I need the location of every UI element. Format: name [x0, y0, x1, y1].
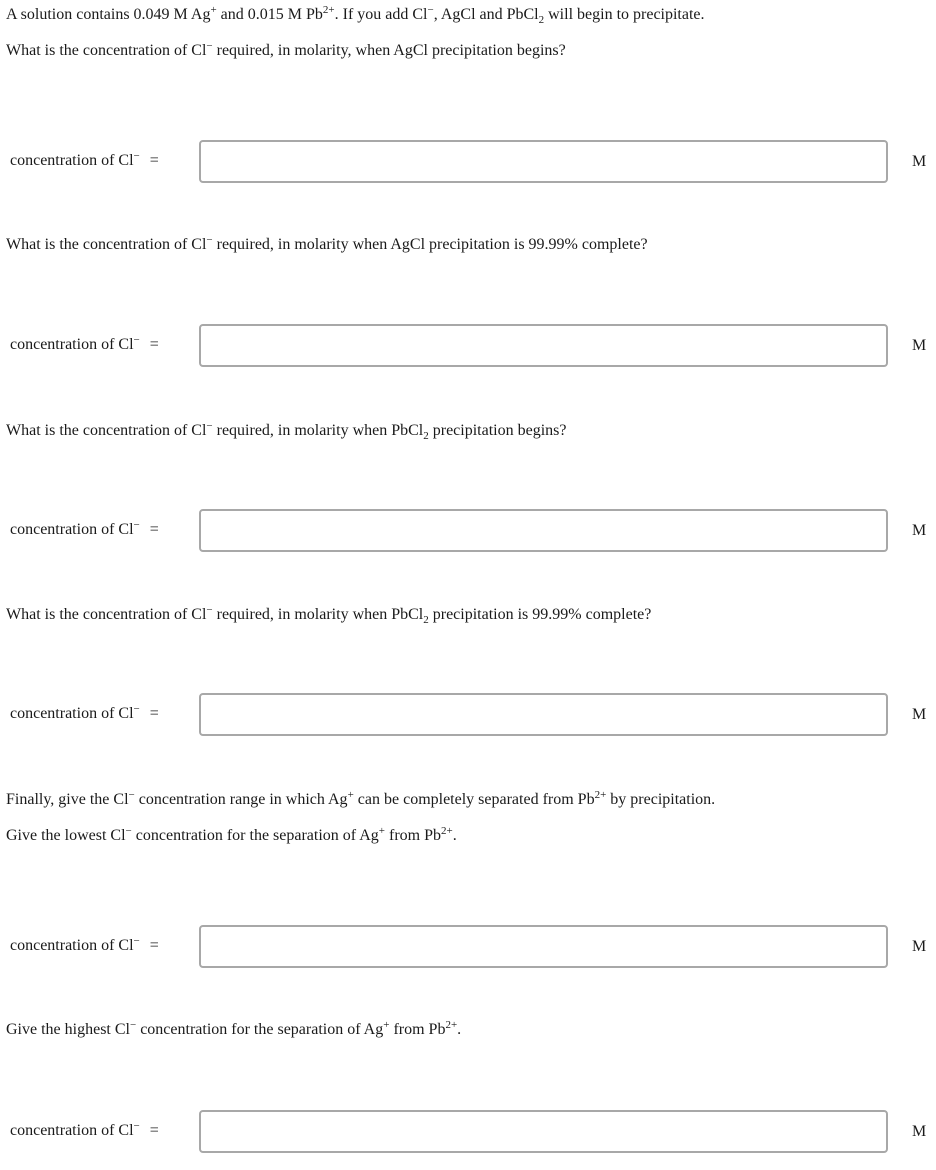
- unit-label: M: [912, 1123, 927, 1140]
- answer-input-2[interactable]: [199, 324, 888, 367]
- answer-label: concentration of Cl− =: [10, 150, 159, 169]
- question-4: What is the concentration of Cl− required, in molarity when PbCl$_2$ precipitation is 99.99% complete?: [6, 604, 652, 626]
- problem-statement: A solution contains 0.049 M Ag+ and 0.015 M $Pb^{2+}$. If you add Cl−, AgCl and PbCl$_2$ will begin to precipitate.: [6, 4, 705, 26]
- answer-row-5: [0, 925, 936, 968]
- answer-row-3: [0, 509, 936, 552]
- question-5-lowest: Give the lowest Cl− concentration for the separation of Ag+ from $Pb^{2+}$.: [6, 825, 457, 844]
- answer-label: concentration of Cl− =: [10, 519, 159, 538]
- question-5-intro: Finally, give the Cl− concentration range in which Ag+ can be completely separated from $Pb^{2+}$ by precipitation.: [6, 789, 716, 808]
- answer-input-1[interactable]: [199, 140, 888, 183]
- unit-label: M: [912, 522, 927, 539]
- answer-row-1: [0, 140, 936, 183]
- answer-input-6[interactable]: [199, 1110, 888, 1153]
- answer-label: concentration of Cl− =: [10, 703, 159, 722]
- question-6: Give the highest Cl− concentration for the separation of Ag+ from $Pb^{2+}$.: [6, 1019, 462, 1038]
- answer-row-6: [0, 1110, 936, 1153]
- unit-label: M: [912, 337, 927, 354]
- question-2: What is the concentration of Cl− required, in molarity when AgCl precipitation is 99.99% complete?: [6, 234, 648, 253]
- answer-input-3[interactable]: [199, 509, 888, 552]
- answer-input-4[interactable]: [199, 693, 888, 736]
- answer-row-2: [0, 324, 936, 367]
- unit-label: M: [912, 153, 927, 170]
- answer-label: concentration of Cl− =: [10, 1120, 159, 1139]
- answer-label: concentration of Cl− =: [10, 935, 159, 954]
- unit-label: M: [912, 706, 927, 723]
- answer-input-5[interactable]: [199, 925, 888, 968]
- question-1: What is the concentration of Cl− required, in molarity, when AgCl precipitation begins?: [6, 40, 566, 59]
- answer-label: concentration of Cl− =: [10, 334, 159, 353]
- answer-row-4: [0, 693, 936, 736]
- question-3: What is the concentration of Cl− required, in molarity when PbCl$_2$ precipitation begins?: [6, 420, 567, 442]
- unit-label: M: [912, 938, 927, 955]
